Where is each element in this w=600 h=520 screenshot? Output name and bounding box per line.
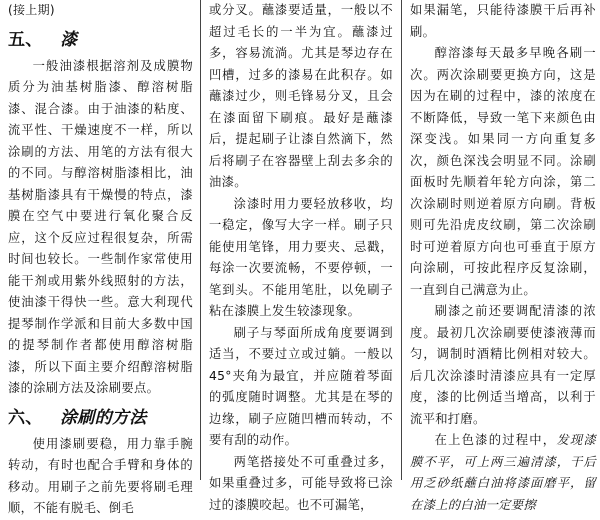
section-6-paragraph: 使用漆刷要稳，用力靠手腕转动，有时也配合手臂和身体的移动。用刷子之前先要将刷毛理顺，不能有脱毛、倒毛: [8, 436, 193, 515]
section-6-number: 六、: [8, 407, 43, 428]
section-5-paragraph: 一般油漆根据溶剂及成膜物质分为油基树脂漆、醇溶树脂漆、混合漆。由于油漆的粘度、流平性、干燥速度不一样，所以涂刷的方法、用笔的方法有很大的不同。与醇溶树脂漆相比，油基树脂漆具有干燥慢的特点，漆膜在空气中要进行氧化聚合反应，这个反应过程很复杂，所需时间也较长。一些制作家常使用能干剂或用紫外线照射的方法，使油漆干得快一些。意大利现代提琴制作学派和目前大多数中国的提琴制作者都使用醇溶树脂漆，所以下面主要介绍醇溶树脂漆的涂刷方法及涂刷要点。: [8, 58, 193, 395]
paragraph: 两笔搭接处不可重叠过多，如果重叠过多，可能导致将已涂过的漆膜咬起。也不可漏笔，: [209, 454, 393, 512]
section-6-title: 涂刷的方法: [60, 407, 147, 428]
paragraph: 刷子与琴面所成角度要调到适当，不要过立或过躺。一般以45°夹角为最宜，并应随着琴面的弧度随时调整。尤其是在琴的边缘，刷子应随凹槽而转动，不要有刮的动作。: [209, 325, 393, 447]
section-5-heading: [8, 24, 193, 56]
continued-note: (接上期): [8, 3, 55, 17]
paragraph: 醇溶漆每天最多早晚各刷一次。两次涂刷要更换方向，这是因为在刷的过程中，漆的浓度在不断降低，导致一笔下来颜色由深变浅。如果同一方向重复多次，颜色深浅会明显不同。涂刷面板时先顺着年轮方向涂，第二次涂刷时则逆着原方向刷。背板则可先沿虎皮纹刷，第二次涂刷时可逆着原方向也可垂直于原方向涂刷，可按此程序反复涂刷，一直到自己满意为止。: [410, 46, 596, 297]
paragraph-continued: 或分叉。蘸漆要适量，一般以不超过毛长的一半为宜。蘸漆过多，容易流淌。尤其是琴边存在凹槽，过多的漆易在此积存。如蘸漆过少，则毛锋易分叉，且会在漆面留下刷痕。最好是蘸漆后，提起刷子让漆自然滴下，然后将刷子在容器壁上刮去多余的油漆。: [209, 3, 393, 189]
column-divider: [401, 0, 402, 480]
paragraph: 涂漆时用力要轻放移收，均一稳定，像写大字一样。刷子只能使用笔锋，用力要夹、忌戳，每涂一次要流畅，不要停顿，一笔到头。不能用笔肚，以免刷子粘在漆膜上发生较漆现象。: [209, 196, 393, 318]
section-6-heading: [8, 402, 193, 434]
column-2: [209, 0, 393, 512]
section-5-number: 五、: [8, 29, 43, 50]
paragraph: [410, 430, 596, 516]
paragraph-emphasis: 发现漆膜不平，可上两三遍清漆，干后用乏砂纸蘸白油将漆面磨平，留在漆上的白油一定要擦: [410, 433, 596, 512]
paragraph-continued: 如果漏笔，只能待漆膜干后再补刷。: [410, 3, 596, 39]
column-3: [410, 0, 596, 512]
column-divider: [200, 0, 201, 480]
paragraph-lead: 在上色漆的过程中，: [434, 433, 557, 447]
column-1: [8, 0, 193, 515]
section-5-title: 漆: [60, 29, 78, 50]
paragraph: 刷漆之前还要调配清漆的浓度。最初几次涂刷要使漆液薄而匀，调制时酒精比例相对较大。后几次涂漆时清漆应具有一定厚度，漆的比例适当增高，以利于流平和打磨。: [410, 304, 596, 426]
